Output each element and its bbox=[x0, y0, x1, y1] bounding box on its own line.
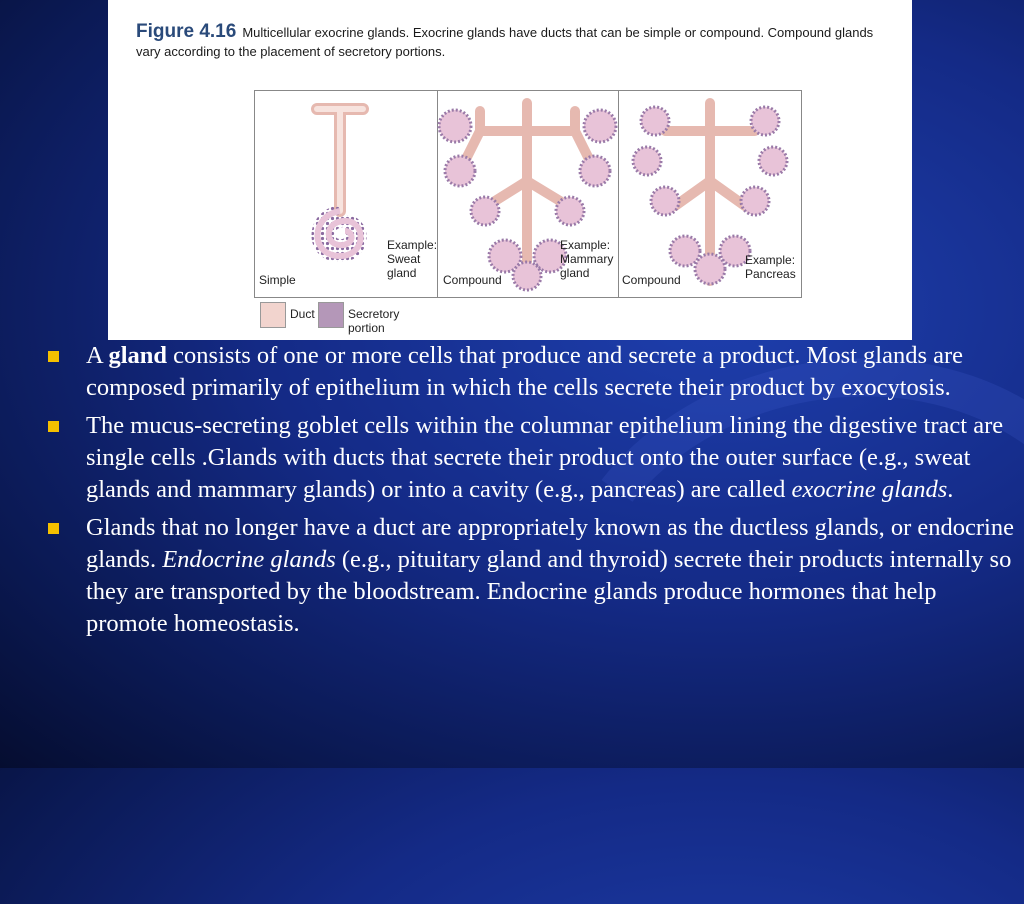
bullet-item: A gland consists of one or more cells that produce and secrete a product. Most glands are composed primarily of epithelium in which the cells secrete their product by exocytosis. bbox=[48, 340, 1018, 404]
legend-duct-label: Duct bbox=[290, 307, 315, 321]
figure-number: Figure 4.16 bbox=[136, 21, 237, 42]
simple-gland-drawing bbox=[317, 109, 363, 256]
bullet-marker bbox=[48, 523, 59, 534]
legend-duct-swatch bbox=[260, 302, 286, 328]
figure-caption bbox=[136, 22, 886, 61]
figure-caption-text: Multicellular exocrine glands. Exocrine glands have ducts that can be simple or compound. Compound glands vary according to the placement of secretory portions. bbox=[136, 25, 874, 59]
panel-1-example: Example: Sweat gland bbox=[387, 238, 438, 280]
panel-3-example: Example: Pancreas bbox=[745, 253, 796, 281]
bullet-item: The mucus-secreting goblet cells within the columnar epithelium lining the digestive tract are single cells .Glands with ducts that secrete their product onto the outer surface (e.g., sweat glands and mammary glands) or into a cavity (e.g., pancreas) are called exocrine glands. bbox=[48, 410, 1018, 506]
panel-3-type-label: Compound bbox=[622, 273, 681, 287]
panel-2-type-label: Compound bbox=[443, 273, 502, 287]
bullet-list bbox=[48, 340, 1018, 646]
bullet-item: Glands that no longer have a duct are appropriately known as the ductless glands, or endocrine glands. Endocrine glands (e.g., pituitary gland and thyroid) secrete their products internally so they are transported by the bloodstream. Endocrine glands produce hormones that help promote homeostasis. bbox=[48, 512, 1018, 640]
legend-secretory-label: Secretory portion bbox=[348, 307, 400, 335]
gland-diagram bbox=[254, 90, 802, 298]
bullet-marker bbox=[48, 421, 59, 432]
bullet-marker bbox=[48, 351, 59, 362]
figure-panel bbox=[108, 0, 912, 340]
legend-secretory-swatch bbox=[318, 302, 344, 328]
gland-illustrations bbox=[255, 91, 801, 297]
panel-1-type-label: Simple bbox=[259, 273, 296, 287]
panel-2-example: Example: Mammary gland bbox=[560, 238, 614, 280]
